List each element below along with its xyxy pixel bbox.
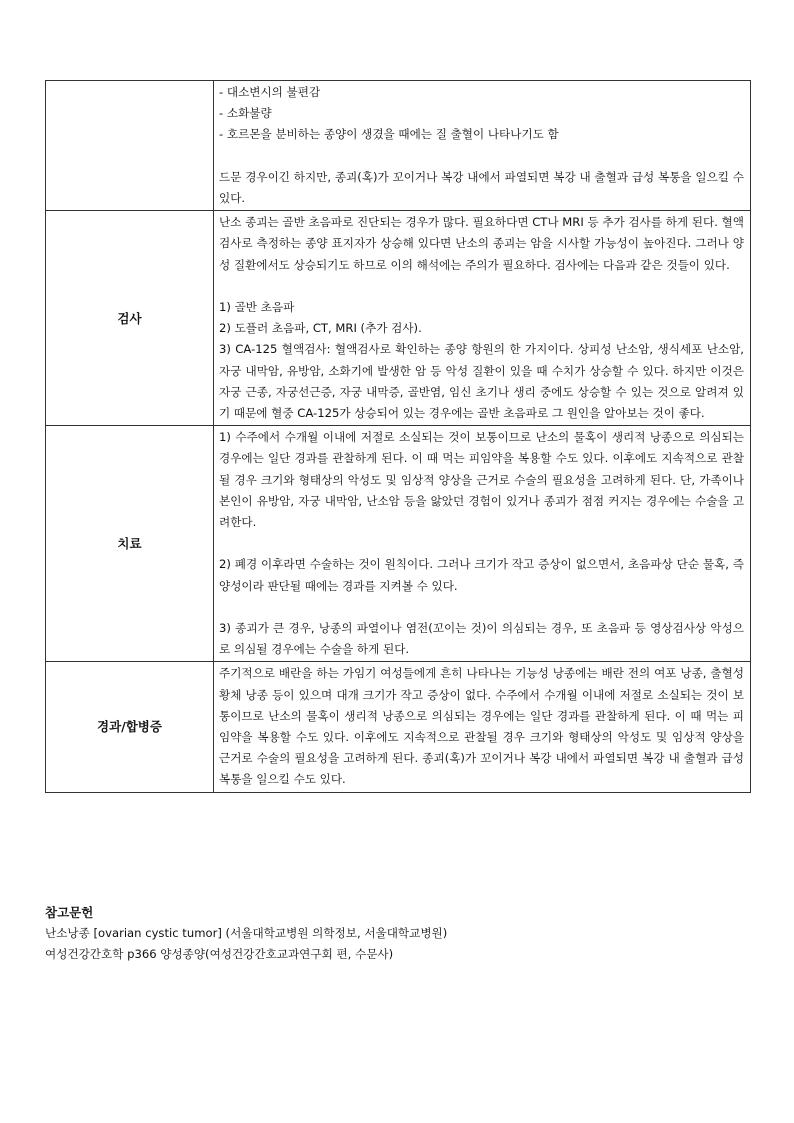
table-row-prognosis bbox=[46, 662, 751, 792]
symptom-line: - 대소변시의 불편감 bbox=[219, 85, 321, 99]
symptoms-continued-cell bbox=[214, 81, 751, 211]
references-section bbox=[45, 902, 745, 965]
reference-item: 난소낭종 [ovarian cystic tumor] (서울대학교병원 의학정보, 서울대학교병원) bbox=[45, 926, 448, 940]
table-row-exam bbox=[46, 211, 751, 426]
references-title: 참고문헌 bbox=[45, 905, 94, 920]
exam-cell bbox=[214, 211, 751, 426]
symptom-paragraph: 드문 경우이긴 하지만, 종괴(혹)가 꼬이거나 복강 내에서 파열되면 복강 내 출혈과 급성 복통을 일으킬 수 있다. bbox=[219, 169, 744, 205]
exam-item: 1) 골반 초음파 bbox=[219, 300, 295, 314]
row-label-treatment: 치료 bbox=[46, 426, 214, 662]
table-row-continued bbox=[46, 81, 751, 211]
row-label-prognosis: 경과/합병증 bbox=[46, 662, 214, 792]
treatment-item: 2) 폐경 이후라면 수술하는 것이 원칙이다. 그러나 크기가 작고 증상이 없으면서, 초음파상 단순 물혹, 즉 양성이라 판단될 때에는 경과를 지켜볼 수 있다. bbox=[219, 557, 744, 593]
treatment-cell bbox=[214, 426, 751, 662]
prognosis-text: 주기적으로 배란을 하는 가임기 여성들에게 흔히 나타나는 기능성 낭종에는 배란 전의 여포 낭종, 출혈성 황체 낭종 등이 있으며 대개 크기가 작고 증상이 없다. 수주에서 수개월 이내에 저절로 소실되는 것이 보통이므로 난소의 물혹이 생리적 낭종으로 의심되는 경우에는 일단 경과를 관찰하게 된다. 이 때 먹는 피임약을 복용할 수도 있다. 이후에도 지속적으로 관찰될 경우 크기와 형태상의 악성도 및 임상적 양상을 근거로 수술의 필요성을 고려하게 된다. 종괴(혹)가 꼬이거나 복강 내에서 파열되면 복강 내 출혈과 급성 복통을 일으킬 수도 있다. bbox=[219, 666, 744, 787]
symptom-line: - 소화불량 bbox=[219, 106, 272, 121]
exam-intro: 난소 종괴는 골반 초음파로 진단되는 경우가 많다. 필요하다면 CT나 MRI 등 추가 검사를 하게 된다. 혈액 검사로 측정하는 종양 표지자가 상승해 있다면 난소의 종괴는 암을 시사할 가능성이 높아진다. 그러나 양성 질환에서도 상승되기도 하므로 이의 해석에는 주의가 필요하다. 검사에는 다음과 같은 것들이 있다. bbox=[219, 215, 744, 272]
symptom-line: - 호르몬을 분비하는 종양이 생겼을 때에는 질 출혈이 나타나기도 함 bbox=[219, 127, 559, 142]
treatment-item: 1) 수주에서 수개월 이내에 저절로 소실되는 것이 보통이므로 난소의 물혹이 생리적 낭종으로 의심되는 경우에는 일단 경과를 관찰하게 된다. 이 때 먹는 피임약을 복용할 수도 있다. 이후에도 지속적으로 관찰될 경우 크기와 형태상의 악성도 및 임상적 양상을 근거로 수술의 필요성을 고려하게 된다. 단, 가족이나 본인이 유방암, 자궁 내막암, 난소암 등을 앓았던 경험이 있거나 종괴가 점점 커지는 경우에는 수술을 고려한다. bbox=[219, 430, 744, 530]
exam-item: 3) CA-125 혈액검사: 혈액검사로 확인하는 종양 항원의 한 가지이다. 상피성 난소암, 생식세포 난소암, 자궁 내막암, 유방암, 소화기에 발생한 암 등 악성 질환이 있을 때 수치가 상승할 수 있다. 하지만 이것은 자궁 근종, 자궁선근증, 자궁 내막증, 골반염, 임신 초기나 생리 중에도 상승할 수 있는 것으로 알려져 있기 때문에 혈중 CA-125가 상승되어 있는 경우에는 골반 초음파로 그 원인을 알아보는 것이 좋다. bbox=[219, 342, 744, 421]
reference-item: 여성건강간호학 p366 양성종양(여성건강간호교과연구회 편, 수문사) bbox=[45, 947, 394, 961]
row-label-exam: 검사 bbox=[46, 211, 214, 426]
info-table bbox=[45, 80, 751, 793]
row-label-empty bbox=[46, 81, 214, 211]
table-row-treatment bbox=[46, 426, 751, 662]
prognosis-cell bbox=[214, 662, 751, 792]
treatment-item: 3) 종괴가 큰 경우, 낭종의 파열이나 염전(꼬이는 것)이 의심되는 경우, 또 초음파 등 영상검사상 악성으로 의심될 경우에는 수술을 하게 된다. bbox=[219, 621, 744, 657]
exam-item: 2) 도플러 초음파, CT, MRI (추가 검사). bbox=[219, 321, 422, 336]
